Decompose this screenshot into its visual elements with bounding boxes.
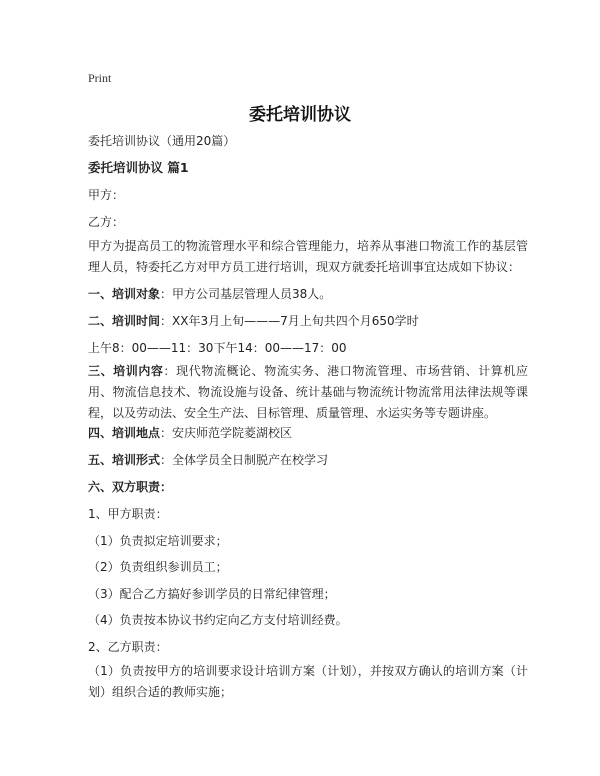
item-training-location	[88, 423, 528, 443]
party-a-duties-title: 1、甲方职责：	[88, 507, 168, 521]
intro-paragraph: 甲方为提高员工的物流管理水平和综合管理能力，培养从事港口物流工作的基层管理人员，特委托乙方对甲方员工进行培训，现双方就委托培训事宜达成如下协议：	[88, 239, 528, 274]
item3-label: 三、培训内容	[88, 364, 164, 378]
item6-label: 六、双方职责	[88, 480, 161, 494]
item1-label: 一、培训对象	[88, 287, 161, 301]
list-item: （1）负责按甲方的培训要求设计培训方案（计划），并按双方确认的培训方案（计划）组织合适的教师实施；	[88, 664, 528, 699]
item-training-content	[88, 361, 528, 424]
document-subtitle: 委托培训协议（通用20篇）	[88, 134, 236, 148]
item-training-target	[88, 284, 528, 304]
item6-text: ：	[160, 480, 173, 494]
document-title: 委托培训协议	[249, 105, 351, 125]
item5-text: ：全体学员全日制脱产在校学习	[160, 453, 329, 467]
list-item: （3）配合乙方搞好参训学员的日常纪律管理；	[88, 587, 336, 601]
item2-text: ：XX年3月上旬———7月上旬共四个月650学时	[160, 314, 419, 328]
item4-text: ：安庆师范学院菱湖校区	[160, 426, 293, 440]
item-training-form	[88, 450, 528, 470]
section-heading: 委托培训协议 篇1	[88, 160, 189, 175]
item3-text: ：现代物流概论、物流实务、港口物流管理、市场营销、计算机应用、物流信息技术、物流设施与设备、统计基础与物流统计物流常用法律法规等课程，以及劳动法、安全生产法、目标管理、质量管理、水运实务等专题讲座。	[88, 364, 528, 420]
item-duties	[88, 477, 528, 497]
print-label: Print	[88, 71, 112, 85]
item2-label: 二、培训时间	[88, 314, 161, 328]
item1-text: ：甲方公司基层管理人员38人。	[160, 287, 332, 301]
list-item: （1）负责拟定培训要求；	[88, 534, 228, 548]
list-item: （4）负责按本协议书约定向乙方支付培训经费。	[88, 613, 348, 627]
item5-label: 五、培训形式	[88, 453, 161, 467]
party-b-line: 乙方：	[88, 215, 125, 229]
time-detail-line: 上午8：00——11：30下午14：00——17：00	[88, 341, 347, 355]
item-training-time	[88, 311, 528, 331]
list-item: （2）负责组织参训员工；	[88, 560, 228, 574]
party-b-duties-title: 2、乙方职责：	[88, 640, 168, 654]
party-a-line: 甲方：	[88, 188, 125, 202]
item4-label: 四、培训地点	[88, 426, 161, 440]
